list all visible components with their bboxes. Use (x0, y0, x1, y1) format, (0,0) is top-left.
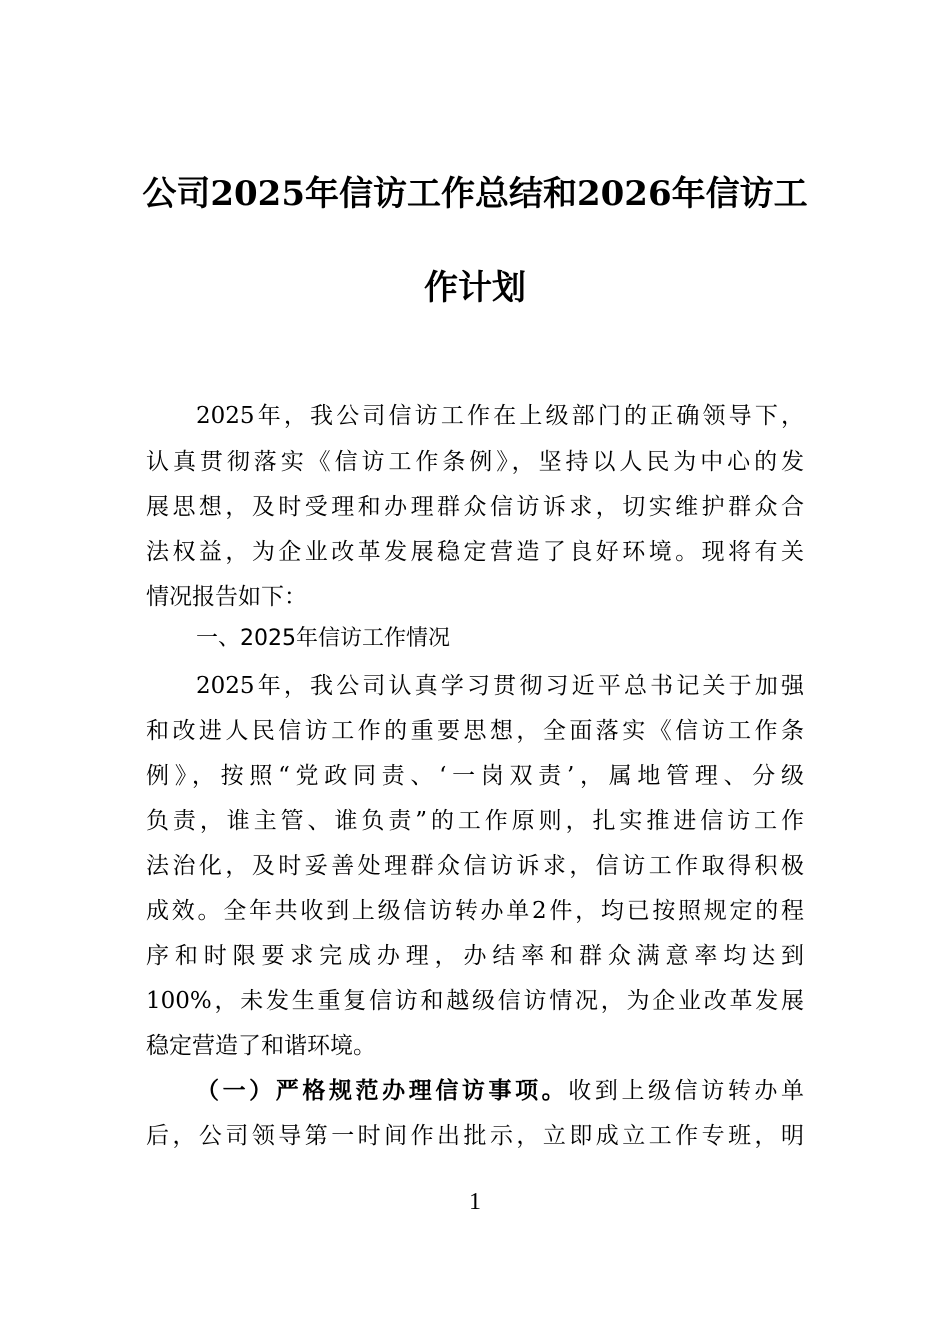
section-line: 负责，谁主管、谁负责”的工作原则，扎实推进信访工作 (146, 808, 804, 834)
subsection-text: 收到上级信访转办单 (568, 1078, 805, 1104)
intro-line: 2025年，我公司信访工作在上级部门的正确领导下， (196, 403, 804, 429)
section-line: 成效。全年共收到上级信访转办单2件，均已按照规定的程 (146, 898, 804, 924)
section-line: 例》，按照“党政同责、‘一岗双责’，属地管理、分级 (146, 763, 804, 789)
intro-line: 认真贯彻落实《信访工作条例》，坚持以人民为中心的发 (146, 449, 804, 475)
document-title-line-1: 公司2025年信访工作总结和2026年信访工 (142, 174, 808, 214)
section-heading: 一、2025年信访工作情况 (196, 626, 450, 651)
subsection-line: 后，公司领导第一时间作出批示，立即成立工作专班，明 (146, 1123, 804, 1149)
section-line: 稳定营造了和谐环境。 (146, 1033, 376, 1059)
section-line: 2025年，我公司认真学习贯彻习近平总书记关于加强 (196, 673, 804, 699)
section-line: 法治化，及时妥善处理群众信访诉求，信访工作取得积极 (146, 853, 804, 879)
section-line: 和改进人民信访工作的重要思想，全面落实《信访工作条 (146, 718, 804, 744)
section-line: 100%，未发生重复信访和越级信访情况，为企业改革发展 (146, 988, 804, 1014)
intro-line: 展思想，及时受理和办理群众信访诉求，切实维护群众合 (146, 494, 804, 520)
subsection-first-line (196, 1069, 804, 1113)
intro-line: 法权益，为企业改革发展稳定营造了良好环境。现将有关 (146, 539, 804, 565)
intro-line: 情况报告如下： (146, 584, 307, 610)
subsection-title: （一）严格规范办理信访事项。 (196, 1077, 569, 1104)
page-number: 1 (469, 1189, 481, 1215)
document-title-line-2: 作计划 (424, 268, 526, 308)
section-line: 序和时限要求完成办理，办结率和群众满意率均达到 (146, 943, 804, 969)
